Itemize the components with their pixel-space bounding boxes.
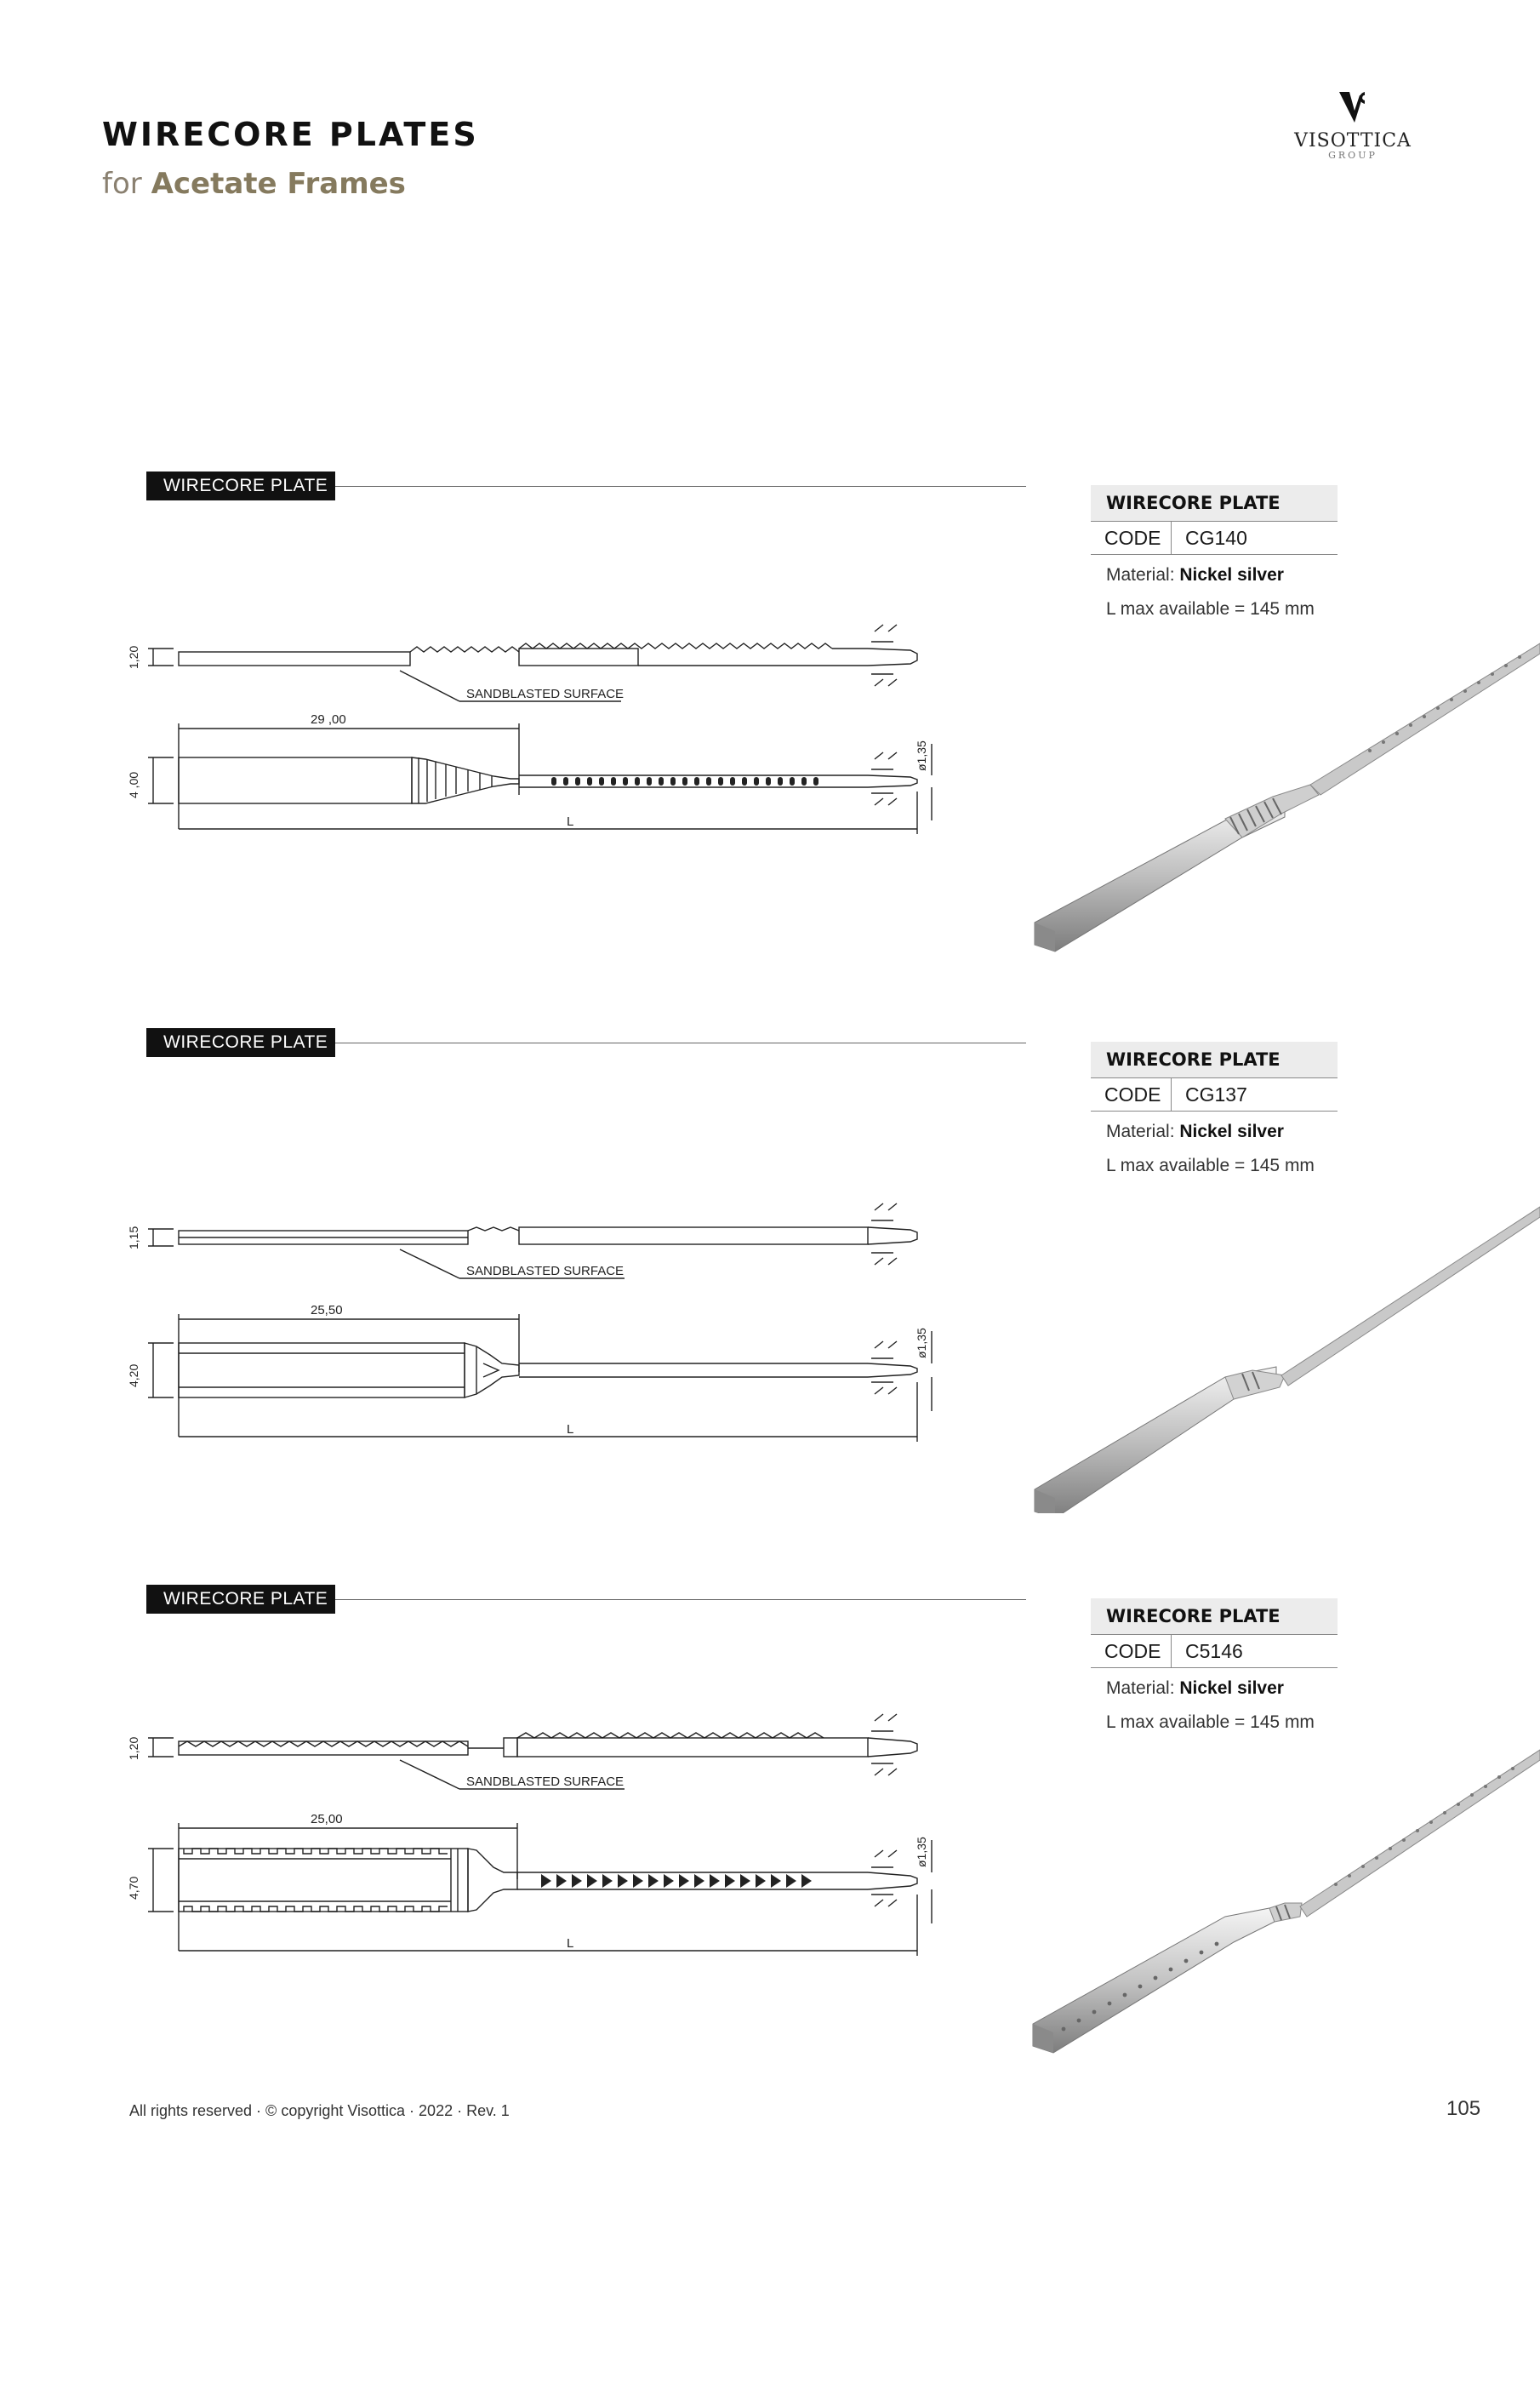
dim-length: 25,50 bbox=[311, 1303, 343, 1317]
section-divider bbox=[335, 486, 1026, 487]
product-photo bbox=[1030, 1661, 1540, 2074]
logo-group: GROUP bbox=[1328, 150, 1377, 161]
lmax-row: L max available = 145 mm bbox=[1106, 1156, 1315, 1175]
spec-card-title: WIRECORE PLATE bbox=[1091, 1042, 1338, 1078]
section-divider bbox=[335, 1599, 1026, 1600]
material-value: Nickel silver bbox=[1179, 565, 1284, 585]
technical-drawing bbox=[119, 1653, 987, 2389]
tooth-row bbox=[541, 1874, 812, 1888]
dim-overall: L bbox=[567, 1936, 574, 1951]
material-row: Material: Nickel silver bbox=[1106, 1122, 1284, 1141]
v-monogram-icon bbox=[1334, 89, 1372, 126]
section-tag: WIRECORE PLATE bbox=[146, 1585, 335, 1614]
product-photo bbox=[1030, 548, 1540, 961]
code-value: CG137 bbox=[1185, 1083, 1247, 1106]
dim-thickness: 1,20 bbox=[127, 1736, 140, 1760]
subtitle-emphasis: Acetate Frames bbox=[151, 167, 406, 201]
code-value: C5146 bbox=[1185, 1640, 1243, 1662]
dim-thickness: 1,20 bbox=[127, 645, 140, 669]
dim-width: 4 ,00 bbox=[127, 771, 140, 798]
dim-diameter: ø1,35 bbox=[915, 1328, 928, 1358]
visottica-logo bbox=[1285, 89, 1421, 161]
dim-diameter: ø1,35 bbox=[915, 1837, 928, 1867]
dim-overall: L bbox=[567, 814, 574, 829]
code-label: CODE bbox=[1091, 1635, 1172, 1667]
spec-card-title: WIRECORE PLATE bbox=[1091, 1598, 1338, 1635]
dim-overall: L bbox=[567, 1422, 574, 1437]
dim-length: 29 ,00 bbox=[311, 712, 346, 727]
lmax-row: L max available = 145 mm bbox=[1106, 599, 1315, 619]
section-tag: WIRECORE PLATE bbox=[146, 1028, 335, 1057]
surface-note: SANDBLASTED SURFACE bbox=[466, 1775, 625, 1789]
material-row: Material: Nickel silver bbox=[1106, 1678, 1284, 1698]
spec-card-title: WIRECORE PLATE bbox=[1091, 485, 1338, 522]
code-label: CODE bbox=[1091, 1078, 1172, 1111]
dim-width: 4,20 bbox=[127, 1363, 140, 1387]
dim-diameter: ø1,35 bbox=[915, 740, 928, 771]
dim-thickness: 1,15 bbox=[127, 1226, 140, 1249]
footer-copyright: All rights reserved · © copyright Visottica · 2022 · Rev. 1 bbox=[129, 2102, 510, 2119]
page-number: 105 bbox=[1446, 2097, 1481, 2120]
logo-name: VISOTTICA bbox=[1294, 130, 1412, 151]
material-value: Nickel silver bbox=[1179, 1678, 1284, 1698]
product-photo bbox=[1030, 1105, 1540, 1517]
code-value: CG140 bbox=[1185, 527, 1247, 549]
section-tag: WIRECORE PLATE bbox=[146, 472, 335, 500]
material-value: Nickel silver bbox=[1179, 1122, 1284, 1141]
lmax-row: L max available = 145 mm bbox=[1106, 1712, 1315, 1732]
dim-length: 25,00 bbox=[311, 1812, 343, 1826]
dim-width: 4,70 bbox=[127, 1876, 140, 1900]
surface-note: SANDBLASTED SURFACE bbox=[466, 1264, 625, 1278]
surface-note: SANDBLASTED SURFACE bbox=[466, 687, 625, 701]
page-title: WIRECORE PLATES bbox=[102, 116, 479, 153]
hole-row bbox=[551, 777, 818, 786]
material-row: Material: Nickel silver bbox=[1106, 565, 1284, 585]
code-label: CODE bbox=[1091, 522, 1172, 554]
page-subtitle: for Acetate Frames bbox=[102, 167, 406, 201]
